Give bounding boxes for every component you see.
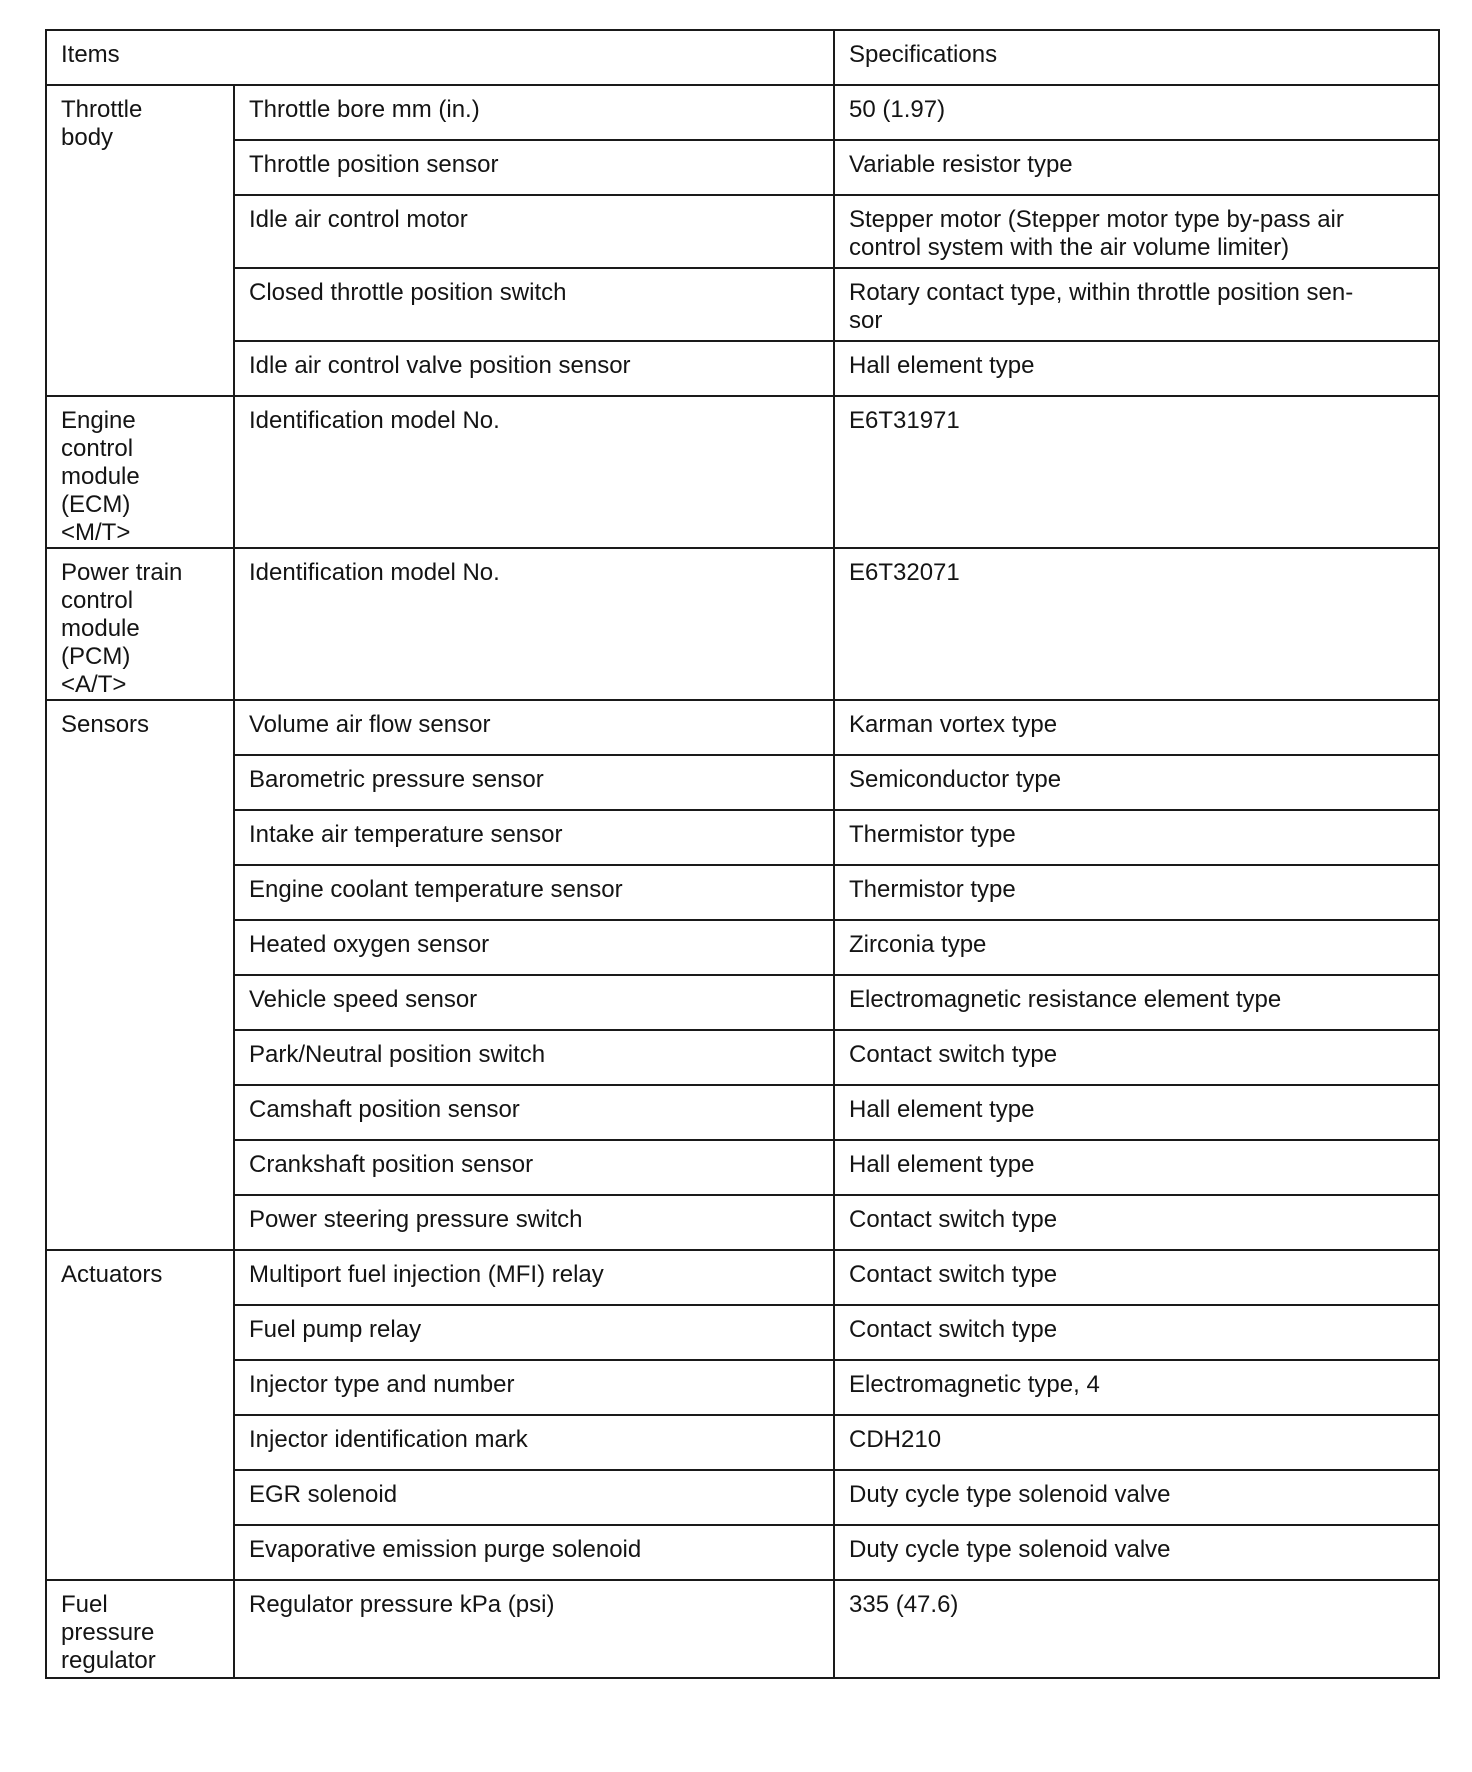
table-row — [46, 755, 1439, 810]
table-row — [46, 1305, 1439, 1360]
item-cell: Vehicle speed sensor — [234, 975, 834, 1030]
category-label: Power train control module (PCM) <A/T> — [61, 559, 183, 698]
spec-value: Contact switch type — [849, 1261, 1058, 1288]
spec-value: Thermistor type — [849, 821, 1016, 848]
spec-cell — [834, 865, 1439, 920]
spec-cell — [834, 548, 1439, 700]
spec-cell — [834, 1030, 1439, 1085]
spec-value: Contact switch type — [849, 1041, 1058, 1068]
table-row — [46, 548, 1439, 700]
spec-value: Hall element type — [849, 1096, 1035, 1123]
spec-cell — [834, 1250, 1439, 1305]
item-cell: Closed throttle position switch — [234, 268, 834, 341]
item-cell: Intake air temperature sensor — [234, 810, 834, 865]
category-cell — [46, 700, 234, 1250]
item-cell: Park/Neutral position switch — [234, 1030, 834, 1085]
category-label: Fuel pressure regulator — [61, 1591, 156, 1674]
spec-cell — [834, 920, 1439, 975]
table-row — [46, 1250, 1439, 1305]
item-cell: Throttle bore mm (in.) — [234, 85, 834, 140]
header-specifications: Specifications — [834, 30, 1439, 85]
header-row — [46, 30, 1439, 85]
specifications-table-body — [46, 30, 1439, 1678]
spec-value: Stepper motor (Stepper motor type by-pass air control system with the air volume limiter) — [849, 206, 1344, 261]
spec-value: CDH210 — [849, 1426, 942, 1453]
spec-value: Contact switch type — [849, 1206, 1058, 1233]
item-cell: Power steering pressure switch — [234, 1195, 834, 1250]
spec-cell — [834, 1580, 1439, 1678]
spec-cell — [834, 195, 1439, 268]
table-row — [46, 268, 1439, 341]
spec-cell — [834, 140, 1439, 195]
item-cell: Heated oxygen sensor — [234, 920, 834, 975]
table-row — [46, 1360, 1439, 1415]
item-cell: Identification model No. — [234, 548, 834, 700]
spec-cell — [834, 396, 1439, 548]
category-cell — [46, 1250, 234, 1580]
table-row — [46, 85, 1439, 140]
item-cell: Injector type and number — [234, 1360, 834, 1415]
category-label: Sensors — [61, 711, 150, 738]
spec-value: Thermistor type — [849, 876, 1016, 903]
spec-value: Semiconductor type — [849, 766, 1062, 793]
spec-cell — [834, 755, 1439, 810]
spec-cell — [834, 1525, 1439, 1580]
table-row — [46, 341, 1439, 396]
table-row — [46, 1140, 1439, 1195]
item-cell: Camshaft position sensor — [234, 1085, 834, 1140]
item-cell: Throttle position sensor — [234, 140, 834, 195]
spec-cell — [834, 975, 1439, 1030]
category-label: Engine control module (ECM) <M/T> — [61, 407, 140, 546]
table-row — [46, 396, 1439, 548]
category-label: Throttle body — [61, 96, 143, 151]
table-row — [46, 140, 1439, 195]
spec-value: Duty cycle type solenoid valve — [849, 1481, 1171, 1508]
item-cell: Idle air control valve position sensor — [234, 341, 834, 396]
item-cell: Identification model No. — [234, 396, 834, 548]
item-cell: EGR solenoid — [234, 1470, 834, 1525]
category-cell — [46, 85, 234, 396]
item-cell: Barometric pressure sensor — [234, 755, 834, 810]
table-row — [46, 195, 1439, 268]
category-cell — [46, 1580, 234, 1678]
table-row — [46, 1030, 1439, 1085]
table-row — [46, 700, 1439, 755]
spec-value: Hall element type — [849, 1151, 1035, 1178]
spec-value: Rotary contact type, within throttle position sen-sor — [849, 279, 1354, 334]
table-row — [46, 1085, 1439, 1140]
item-cell: Injector identification mark — [234, 1415, 834, 1470]
category-cell — [46, 396, 234, 548]
spec-value: Contact switch type — [849, 1316, 1058, 1343]
table-row — [46, 920, 1439, 975]
item-cell: Volume air flow sensor — [234, 700, 834, 755]
table-row — [46, 1580, 1439, 1678]
spec-cell — [834, 700, 1439, 755]
table-row — [46, 1195, 1439, 1250]
spec-value: Karman vortex type — [849, 711, 1058, 738]
spec-value: Electromagnetic type, 4 — [849, 1371, 1100, 1398]
item-cell: Engine coolant temperature sensor — [234, 865, 834, 920]
spec-cell — [834, 1360, 1439, 1415]
spec-cell — [834, 1470, 1439, 1525]
category-label: Actuators — [61, 1261, 163, 1288]
spec-value: E6T32071 — [849, 559, 960, 586]
spec-value: 335 (47.6) — [849, 1591, 959, 1618]
table-row — [46, 1525, 1439, 1580]
spec-cell — [834, 1415, 1439, 1470]
table-row — [46, 1415, 1439, 1470]
specifications-table — [45, 29, 1440, 1679]
header-items: Items — [46, 30, 834, 85]
spec-cell — [834, 1085, 1439, 1140]
spec-value: Electromagnetic resistance element type — [849, 986, 1282, 1013]
spec-cell — [834, 85, 1439, 140]
item-cell: Regulator pressure kPa (psi) — [234, 1580, 834, 1678]
spec-value: 50 (1.97) — [849, 96, 946, 123]
item-cell: Crankshaft position sensor — [234, 1140, 834, 1195]
spec-value: Variable resistor type — [849, 151, 1073, 178]
spec-cell — [834, 1140, 1439, 1195]
spec-value: Duty cycle type solenoid valve — [849, 1536, 1171, 1563]
spec-cell — [834, 268, 1439, 341]
spec-cell — [834, 1305, 1439, 1360]
table-row — [46, 1470, 1439, 1525]
spec-value: Zirconia type — [849, 931, 987, 958]
table-row — [46, 865, 1439, 920]
item-cell: Fuel pump relay — [234, 1305, 834, 1360]
item-cell: Idle air control motor — [234, 195, 834, 268]
spec-value: Hall element type — [849, 352, 1035, 379]
table-row — [46, 810, 1439, 865]
spec-cell — [834, 1195, 1439, 1250]
spec-cell — [834, 810, 1439, 865]
table-row — [46, 975, 1439, 1030]
item-cell: Multiport fuel injection (MFI) relay — [234, 1250, 834, 1305]
item-cell: Evaporative emission purge solenoid — [234, 1525, 834, 1580]
spec-cell — [834, 341, 1439, 396]
spec-value: E6T31971 — [849, 407, 960, 434]
category-cell — [46, 548, 234, 700]
